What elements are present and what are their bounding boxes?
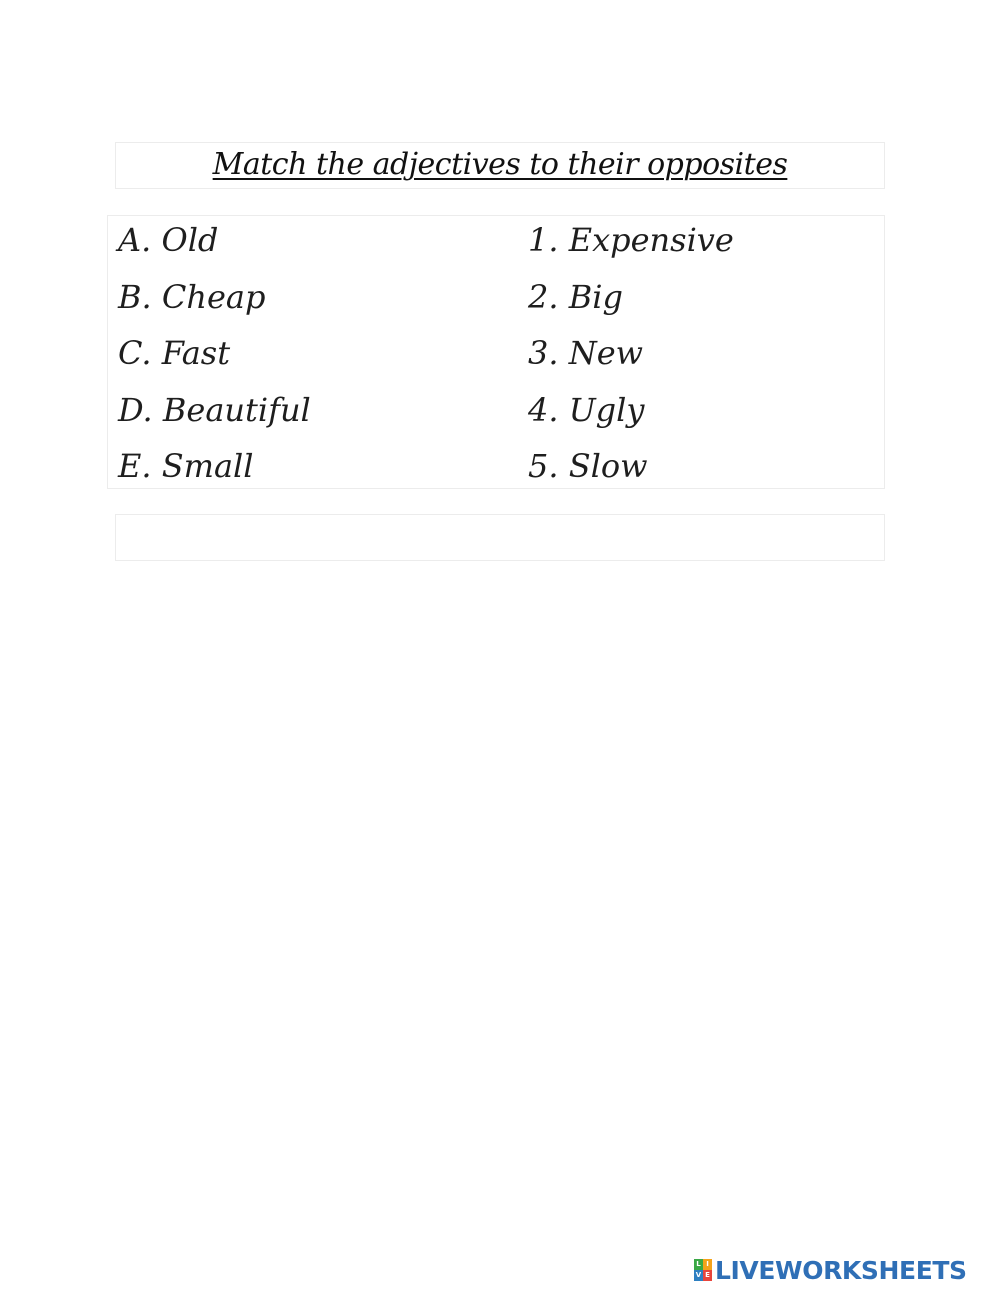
adjectives-column (118, 216, 311, 499)
adjective-item: C. Fast (118, 334, 231, 372)
opposite-item: 1. Expensive (528, 221, 734, 259)
adjective-item: D. Beautiful (118, 390, 311, 429)
worksheet-title: Match the adjectives to their opposites (212, 147, 788, 182)
matching-list (107, 215, 885, 489)
opposite-item: 5. Slow (528, 447, 648, 485)
adjective-item: B. Cheap (118, 277, 266, 316)
opposite-item: 4. Ugly (528, 390, 645, 429)
opposite-item: 2. Big (528, 277, 623, 316)
brand-wordmark: LIVEWORKSHEETS (715, 1255, 967, 1285)
opposites-column (528, 216, 734, 499)
answer-field[interactable] (115, 514, 885, 561)
liveworksheets-brand (694, 1255, 967, 1285)
opposite-item: 3. New (528, 334, 644, 372)
liveworksheets-logo-icon: L I V E (694, 1259, 712, 1281)
adjective-item: A. Old (118, 221, 219, 259)
adjective-item: E. Small (118, 447, 254, 485)
title-box (115, 142, 885, 189)
